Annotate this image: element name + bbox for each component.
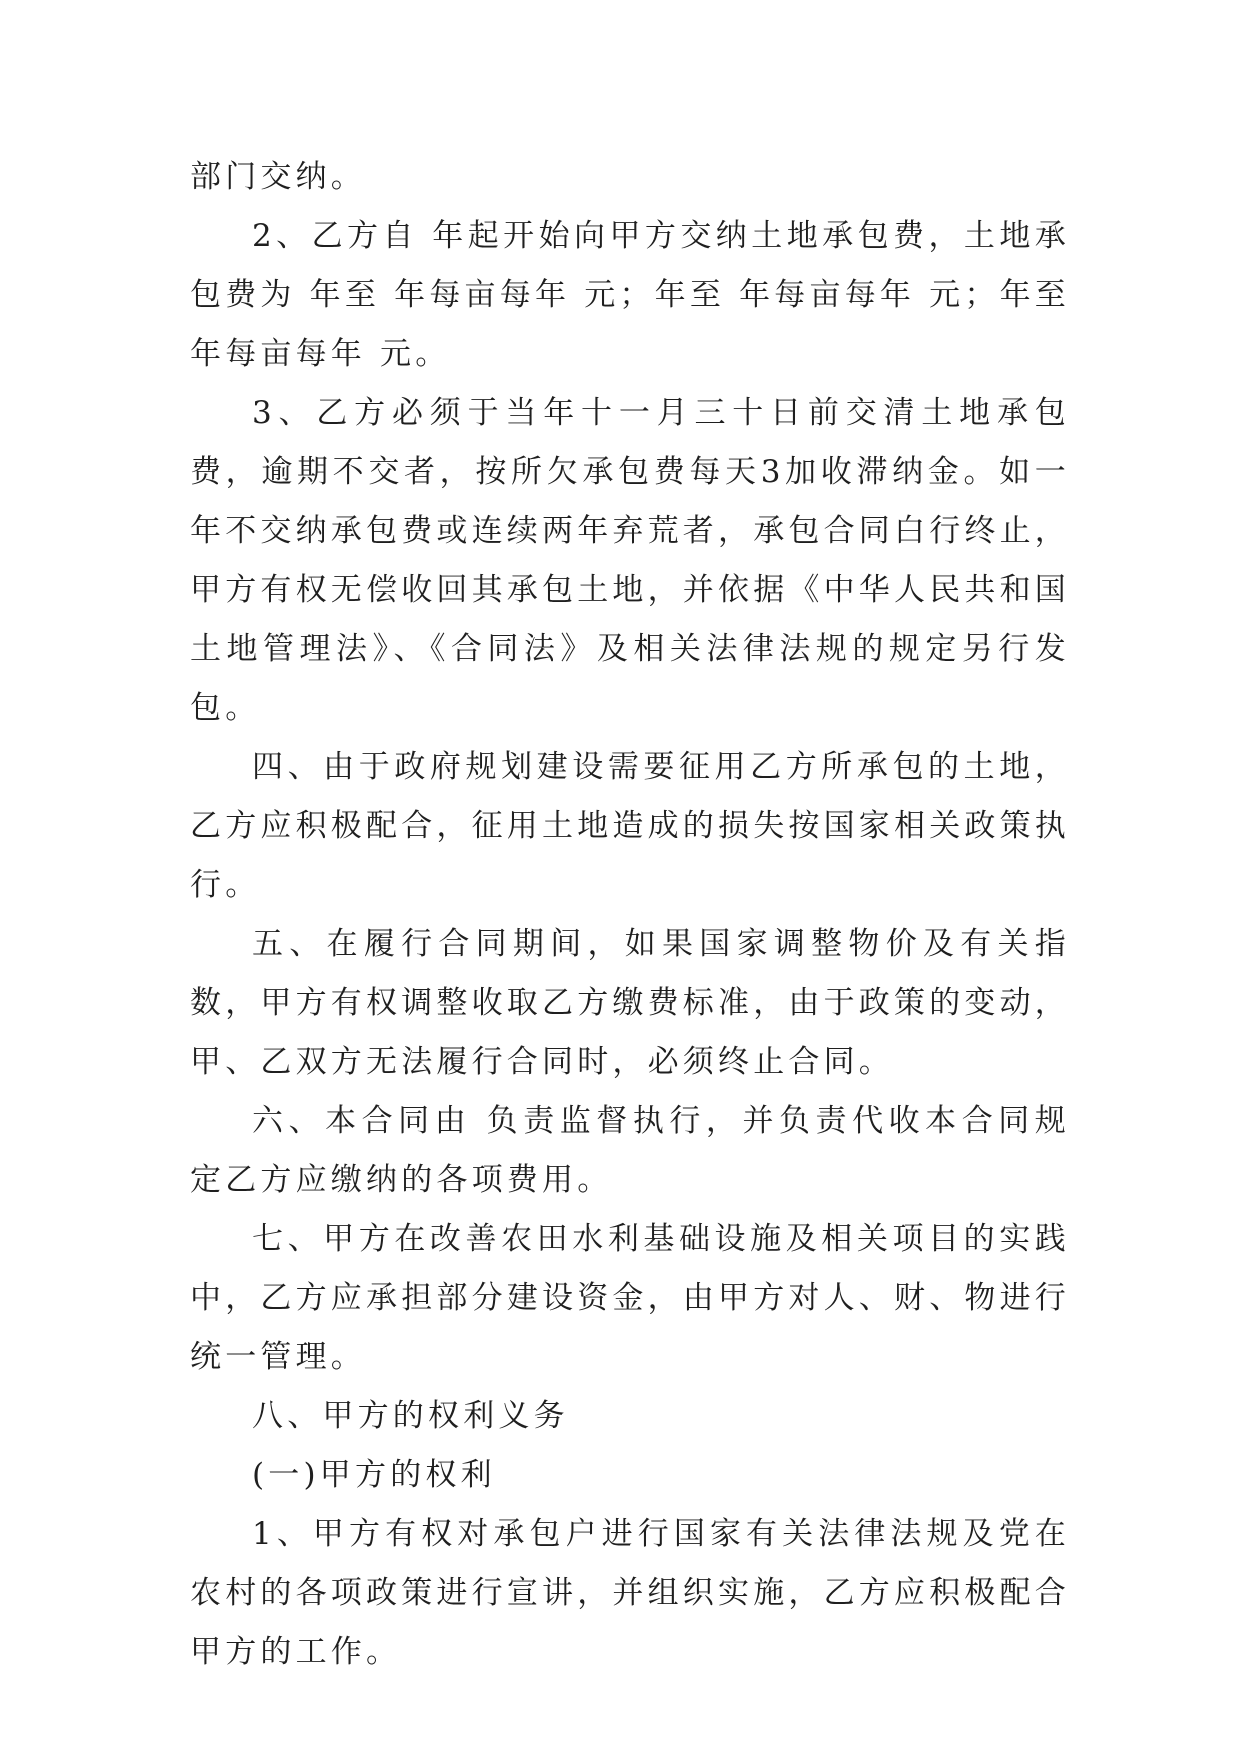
paragraph-clause-3: 3、乙方必须于当年十一月三十日前交清土地承包费，逾期不交者，按所欠承包费每天3加收滞纳金。如一年不交纳承包费或连续两年弃荒者，承包合同白行终止，甲方有权无偿收回其承包土地，并依据《中华人民共和国土地管理法》、《合同法》及相关法律法规的规定另行发包。 bbox=[190, 395, 1070, 726]
paragraph-section-4: 四、由于政府规划建设需要征用乙方所承包的土地，乙方应积极配合，征用土地造成的损失按国家相关政策执行。 bbox=[190, 749, 1070, 903]
section-heading-8: 八、甲方的权利义务 bbox=[252, 1398, 569, 1434]
document-body bbox=[190, 148, 1085, 1682]
paragraph-clause-2: 2、乙方自 年起开始向甲方交纳土地承包费，土地承包费为 年至 年每亩每年 元；年至 年每亩每年 元；年至 年每亩每年 元。 bbox=[190, 218, 1085, 372]
subsection-heading: (一)甲方的权利 bbox=[252, 1457, 496, 1493]
paragraph-section-5: 五、在履行合同期间，如果国家调整物价及有关指数，甲方有权调整收取乙方缴费标准，由于政策的变动，甲、乙双方无法履行合同时，必须终止合同。 bbox=[190, 926, 1070, 1080]
paragraph-section-6: 六、本合同由 负责监督执行，并负责代收本合同规定乙方应缴纳的各项费用。 bbox=[190, 1103, 1070, 1198]
paragraph-right-1: 1、甲方有权对承包户进行国家有关法律法规及党在农村的各项政策进行宣讲，并组织实施，乙方应积极配合甲方的工作。 bbox=[190, 1516, 1070, 1670]
paragraph-section-7: 七、甲方在改善农田水利基础设施及相关项目的实践中，乙方应承担部分建设资金，由甲方对人、财、物进行统一管理。 bbox=[190, 1221, 1070, 1375]
paragraph-continuation: 部门交纳。 bbox=[190, 159, 366, 195]
